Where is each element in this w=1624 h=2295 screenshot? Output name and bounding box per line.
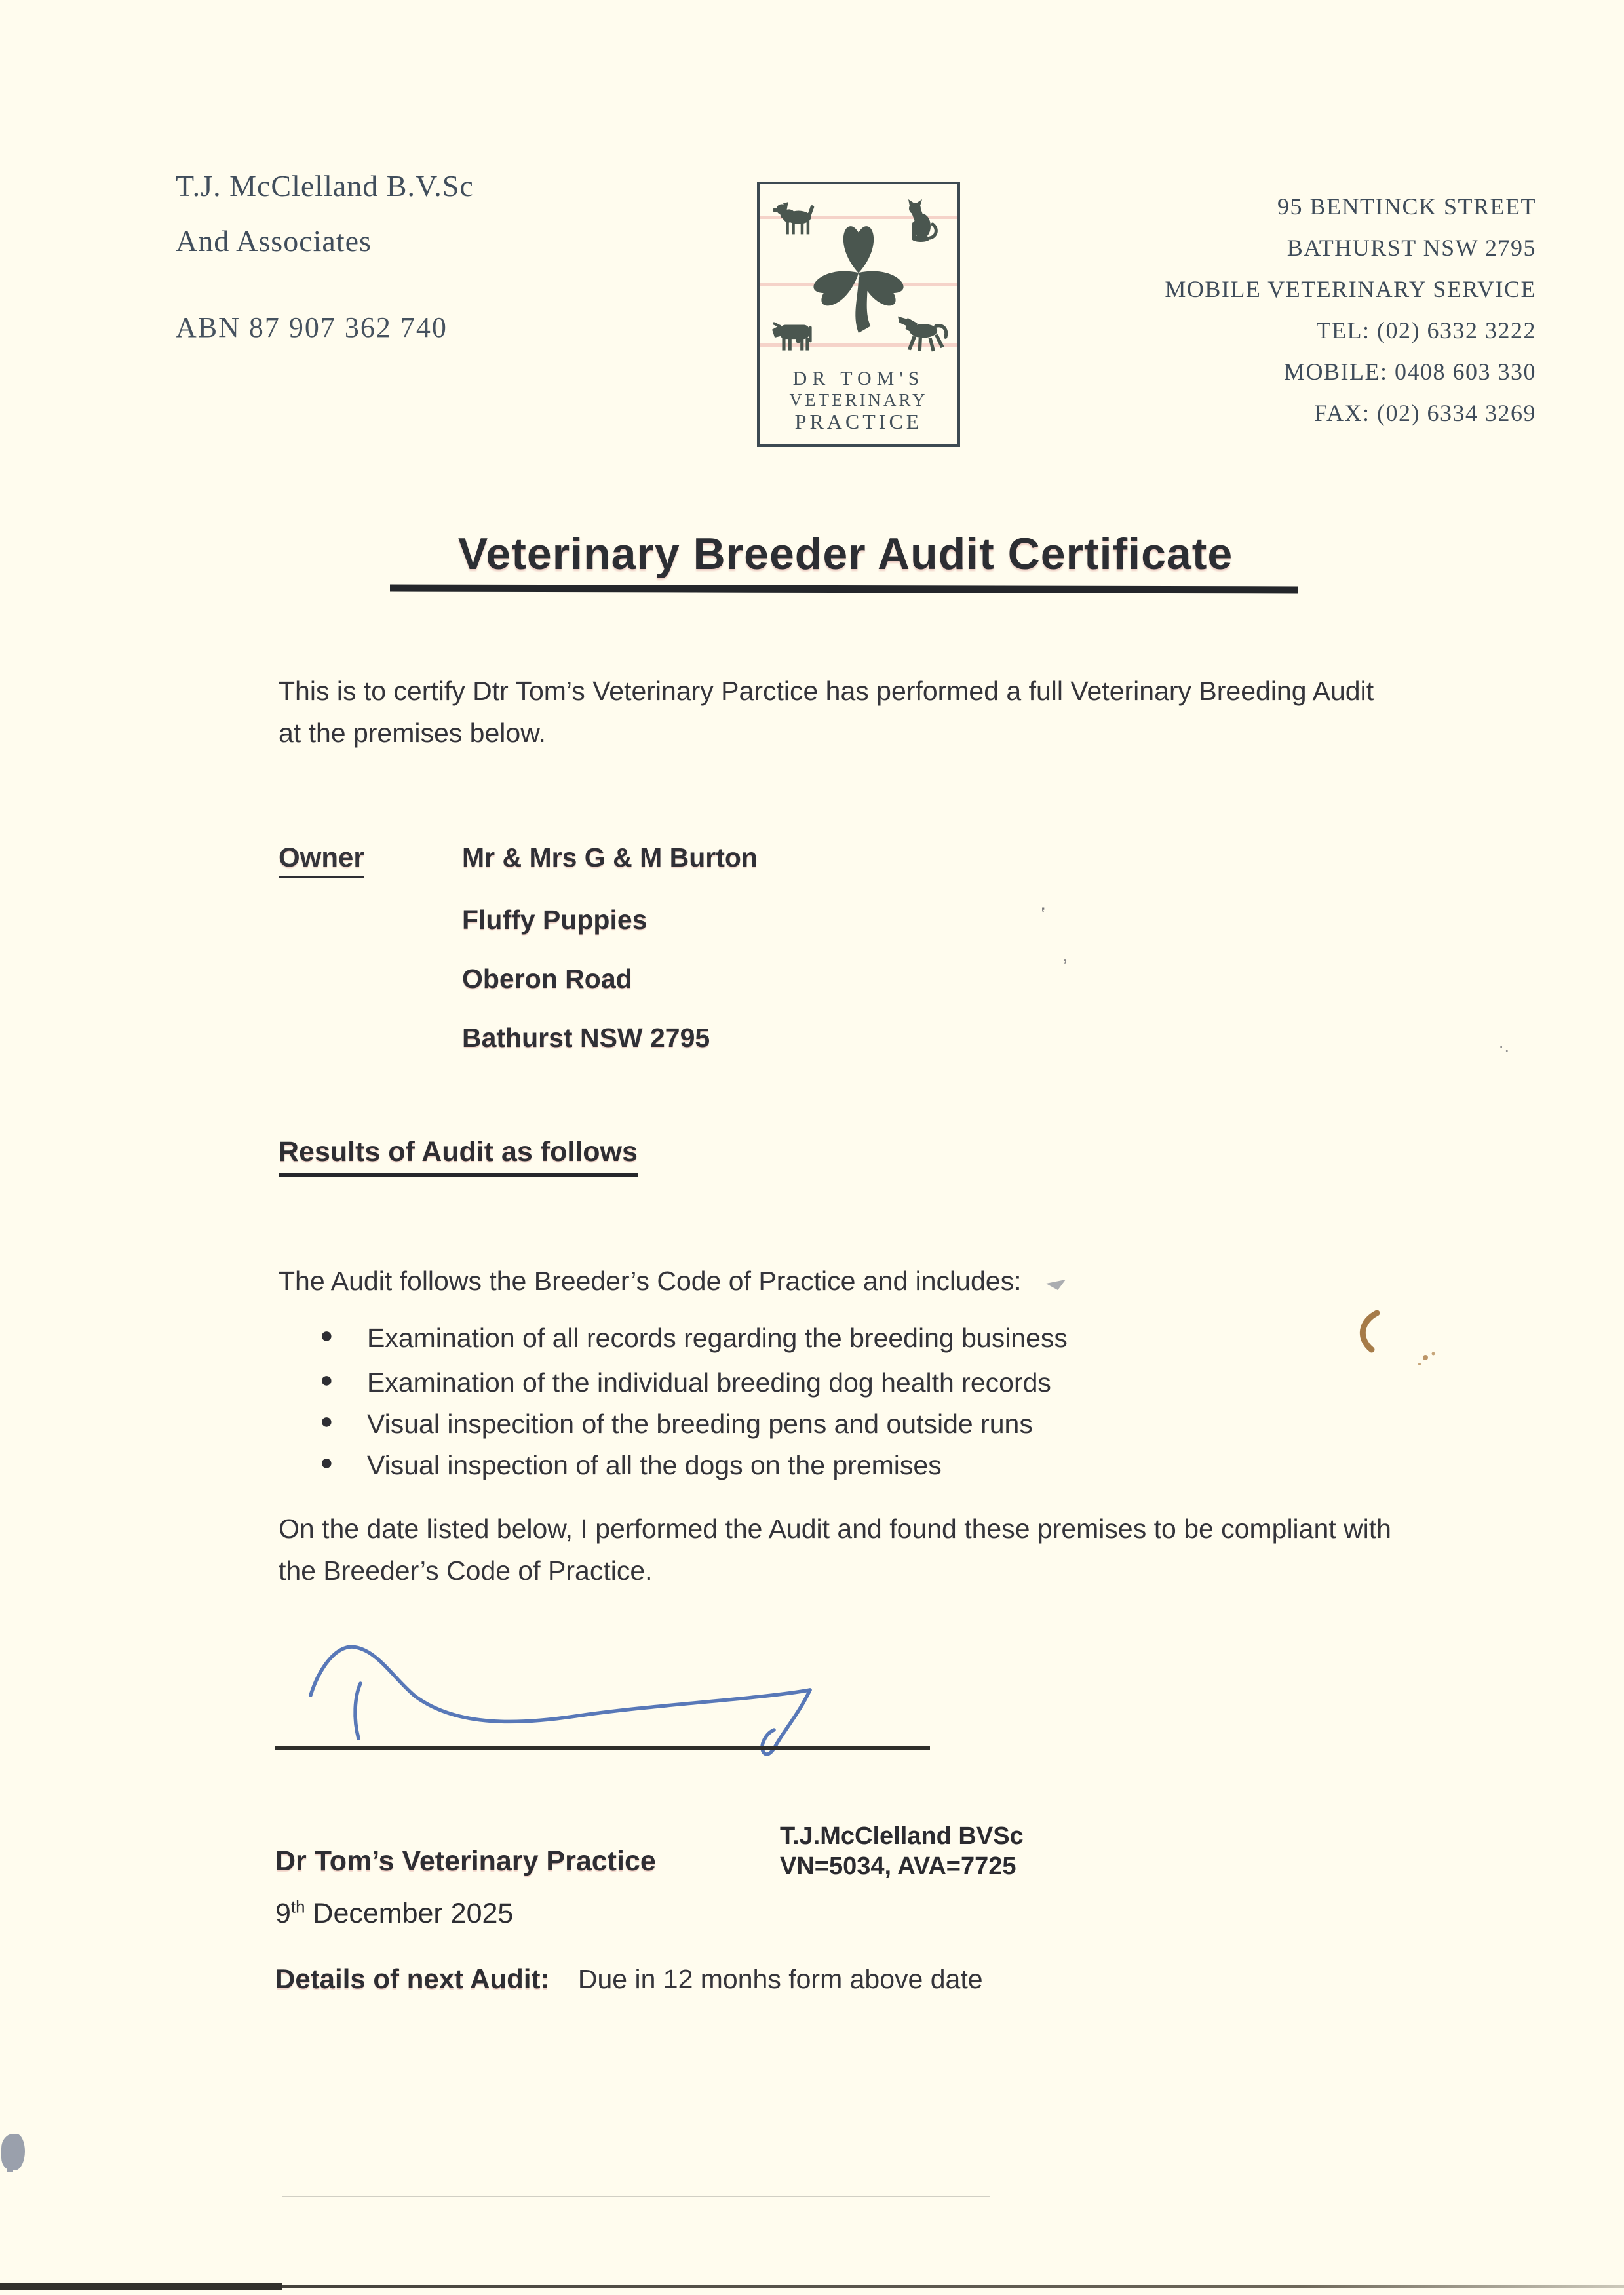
results-heading: Results of Audit as follows [279,1136,638,1177]
intro-paragraph: This is to certify Dtr Tom’s Veterinary Parctice has performed a full Veterinary Breeding Audit at the premises below. [279,676,1374,748]
practitioner-name: T.J. McClelland B.V.Sc [176,169,474,203]
audit-intro: The Audit follows the Breeder’s Code of Practice and includes: [279,1266,1022,1296]
bullet-text: Examination of all records regarding the breeding business [367,1323,1068,1353]
address-service: MOBILE VETERINARY SERVICE [1165,276,1536,302]
date-rest: December 2025 [305,1898,514,1929]
letterhead-practitioner [176,159,474,269]
scan-mark: ‚ [1063,944,1068,966]
date-ordinal: th [290,1898,305,1917]
audit-bullet-4 [320,1450,1303,1481]
conclusion-paragraph: On the date listed below, I performed the Audit and found these premises to be compliant with the Breeder’s Code of Practice. [279,1514,1391,1586]
horse-icon [897,315,948,353]
audit-bullet-1 [320,1323,1303,1354]
signatory-practice: Dr Tom’s Veterinary Practice [275,1845,656,1877]
logo-line2: VETERINARY [789,390,928,410]
address-fax: FAX: (02) 6334 3269 [1314,400,1536,426]
scan-mark: ·. [1498,1036,1510,1056]
bullet-text: Examination of the individual breeding dog health records [367,1367,1051,1398]
logo-line1: DR TOM'S [792,368,925,389]
owner-business: Fluffy Puppies [462,905,648,935]
signatory-registration: VN=5034, AVA=7725 [780,1853,1016,1880]
date-day: 9 [275,1898,291,1929]
page-bottom-edge-dark [0,2283,282,2290]
practice-logo [757,182,960,447]
address-mobile: MOBILE: 0408 603 330 [1284,359,1536,385]
shamrock-icon [807,220,910,344]
audit-date [275,1898,513,1930]
signature-line [275,1746,930,1750]
next-audit-label: Details of next Audit: [275,1963,550,1994]
abn-line: ABN 87 907 362 740 [176,311,448,343]
owner-street: Oberon Road [462,964,632,994]
bullet-icon: ● [320,1409,334,1434]
faint-rule [282,2196,990,2197]
owner-label: Owner [279,842,364,878]
scan-mark [1043,1277,1073,1295]
audit-bullet-3 [320,1409,1303,1440]
bullet-icon: ● [320,1367,334,1392]
title-underline [390,585,1298,594]
address-tel: TEL: (02) 6332 3222 [1316,317,1536,343]
owner-city: Bathurst NSW 2795 [462,1023,710,1053]
cow-icon [771,319,821,353]
letterhead-address [1165,186,1536,434]
bullet-icon: ● [320,1323,334,1348]
practitioner-associates: And Associates [176,224,372,258]
signatory-details [780,1821,1024,1881]
document-title: Veterinary Breeder Audit Certificate [457,529,1233,579]
audit-bullet-2 [320,1367,1303,1398]
bullet-text: Visual inspection of all the dogs on the premises [367,1450,942,1480]
owner-name: Mr & Mrs G & M Burton [462,842,758,873]
signatory-name: T.J.McClelland BVSc [780,1822,1024,1850]
scan-blob [1,2134,25,2170]
address-street: 95 BENTINCK STREET [1277,193,1536,220]
scan-mark: ‛ [1041,903,1046,928]
logo-line3: PRACTICE [794,410,923,433]
address-city: BATHURST NSW 2795 [1286,235,1536,261]
next-audit-value: Due in 12 monhs form above date [577,1964,983,1994]
scan-stain [1340,1308,1452,1380]
bullet-text: Visual inspecition of the breeding pens and outside runs [367,1409,1033,1439]
bullet-icon: ● [320,1450,334,1475]
next-audit-row [275,1963,983,1995]
